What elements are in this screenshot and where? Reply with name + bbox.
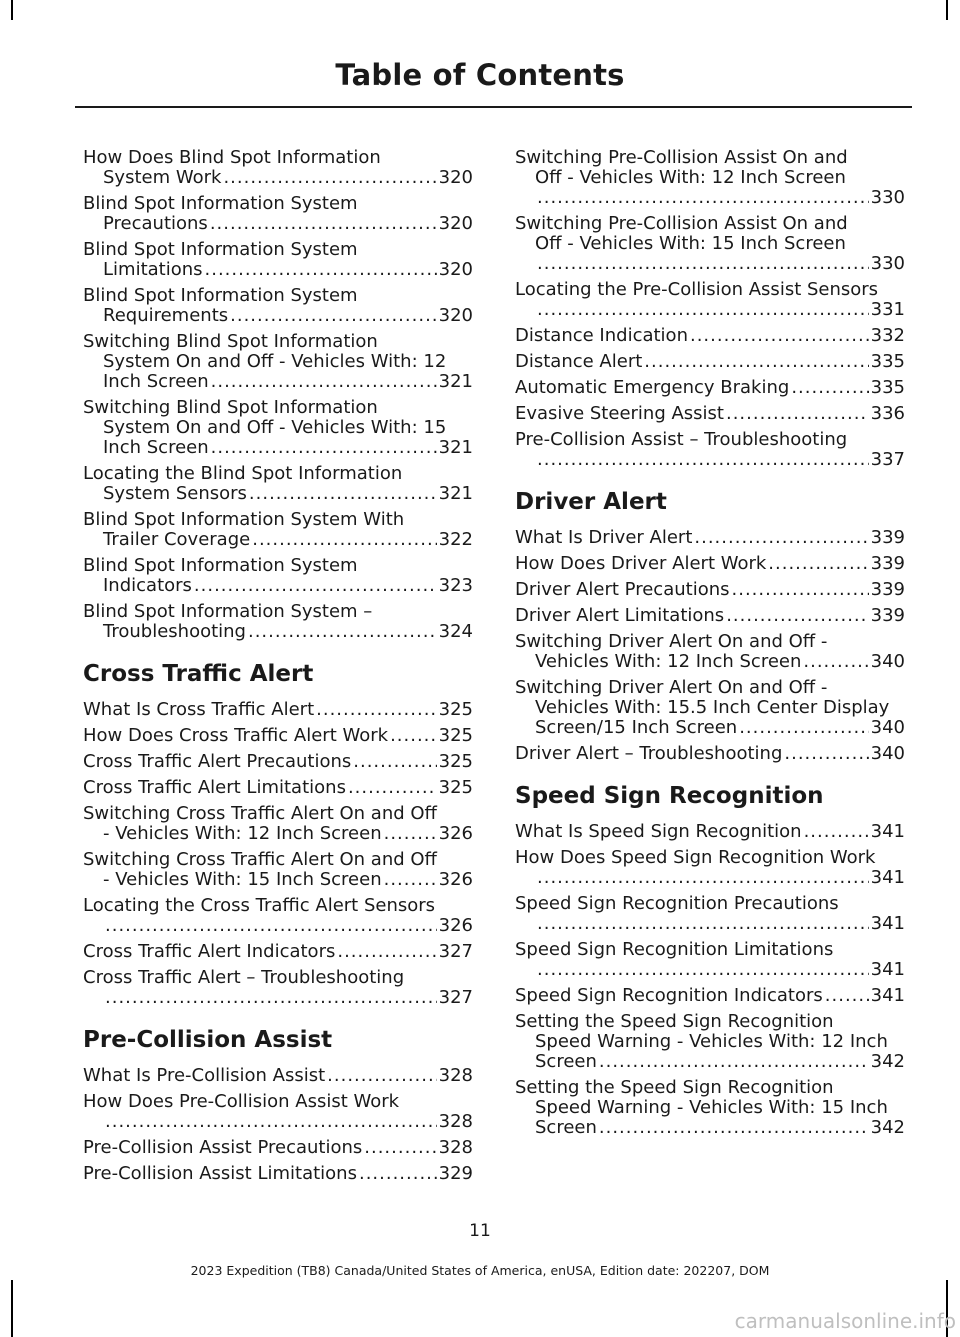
toc-entry-text: How Does Speed Sign Recognition Work bbox=[515, 847, 876, 868]
toc-page-number: 320 bbox=[438, 259, 473, 280]
toc-page-number: 321 bbox=[438, 371, 473, 392]
toc-entry-row bbox=[83, 306, 473, 326]
dot-leader bbox=[211, 372, 437, 392]
toc-entry-text: System On and Off - Vehicles With: 15 bbox=[103, 417, 447, 438]
toc-page-number: 331 bbox=[870, 299, 905, 320]
toc-entry-row bbox=[515, 914, 905, 934]
toc-entry-text: System Sensors bbox=[103, 483, 247, 504]
toc-entry-row bbox=[83, 1138, 473, 1158]
toc-entry-row bbox=[515, 188, 905, 208]
toc-page-number: 325 bbox=[438, 725, 473, 746]
toc-entry[interactable] bbox=[83, 332, 473, 392]
toc-entry-text: Cross Traffic Alert Precautions bbox=[83, 751, 352, 772]
toc-entry-text: Setting the Speed Sign Recognition bbox=[515, 1077, 834, 1098]
toc-entry[interactable] bbox=[515, 554, 905, 574]
dot-leader bbox=[784, 744, 868, 764]
toc-entry[interactable] bbox=[83, 398, 473, 458]
toc-page-number: 320 bbox=[438, 305, 473, 326]
toc-entry-text: Switching Pre-Collision Assist On and bbox=[515, 147, 848, 168]
page-title: Table of Contents bbox=[335, 58, 625, 92]
toc-entry-text: Requirements bbox=[103, 305, 229, 326]
toc-entry-text: Vehicles With: 12 Inch Screen bbox=[535, 651, 802, 672]
toc-entry-text: Blind Spot Information System – bbox=[83, 601, 373, 622]
toc-entry-row bbox=[83, 260, 473, 280]
toc-entry-text: Evasive Steering Assist bbox=[515, 403, 724, 424]
toc-entry[interactable] bbox=[83, 1092, 473, 1132]
toc-page-number: 341 bbox=[870, 821, 905, 842]
dot-leader bbox=[252, 530, 436, 550]
toc-entry-text: Switching Cross Traffic Alert On and Off bbox=[83, 849, 437, 870]
toc-entry[interactable] bbox=[515, 430, 905, 470]
dot-leader bbox=[768, 554, 868, 574]
footer-edition-line: 2023 Expedition (TB8) Canada/United States of America, enUSA, Edition date: 202207, DOM bbox=[190, 1263, 770, 1278]
dot-leader bbox=[791, 378, 868, 398]
dot-leader bbox=[230, 306, 437, 326]
toc-entry-text: Blind Spot Information System bbox=[83, 555, 358, 576]
toc-page-number: 336 bbox=[870, 403, 905, 424]
toc-entry[interactable] bbox=[515, 894, 905, 934]
dot-leader bbox=[825, 986, 869, 1006]
toc-entry[interactable] bbox=[83, 896, 473, 936]
toc-entry-row bbox=[83, 1112, 473, 1132]
toc-entry-text: Driver Alert Limitations bbox=[515, 605, 725, 626]
toc-entry-text: What Is Speed Sign Recognition bbox=[515, 821, 802, 842]
toc-entry[interactable] bbox=[83, 942, 473, 962]
toc-entry[interactable] bbox=[515, 280, 905, 320]
toc-entry-text: What Is Pre-Collision Assist bbox=[83, 1065, 326, 1086]
section-heading: Speed Sign Recognition bbox=[515, 783, 824, 809]
toc-entry-text: What Is Cross Traffic Alert bbox=[83, 699, 315, 720]
watermark: carmanualsonline.info bbox=[734, 1309, 956, 1333]
dot-leader bbox=[194, 576, 437, 596]
dot-leader bbox=[732, 580, 869, 600]
toc-page-number: 321 bbox=[438, 437, 473, 458]
toc-entry[interactable] bbox=[515, 678, 905, 738]
toc-entry-text: Inch Screen bbox=[103, 437, 209, 458]
toc-page-number: 330 bbox=[870, 187, 905, 208]
toc-entry-text: How Does Cross Traffic Alert Work bbox=[83, 725, 389, 746]
toc-entry-text: Precautions bbox=[103, 213, 208, 234]
dot-leader bbox=[211, 438, 437, 458]
toc-entry-text: Distance Indication bbox=[515, 325, 688, 346]
crop-mark-top-right bbox=[946, 0, 948, 20]
dot-leader bbox=[804, 822, 869, 842]
toc-page-number: 339 bbox=[870, 605, 905, 626]
toc-entry-text: Automatic Emergency Braking bbox=[515, 377, 790, 398]
toc-entry-row bbox=[515, 580, 905, 600]
dot-leader bbox=[599, 1118, 869, 1138]
toc-entry-text: Trailer Coverage bbox=[103, 529, 251, 550]
section-heading: Pre-Collision Assist bbox=[83, 1027, 333, 1053]
toc-entry-row bbox=[83, 942, 473, 962]
toc-page-number: 326 bbox=[438, 869, 473, 890]
toc-entry[interactable] bbox=[515, 1012, 905, 1072]
crop-mark-bottom-left bbox=[11, 1280, 13, 1337]
toc-entry-row bbox=[83, 576, 473, 596]
toc-page-number: 325 bbox=[438, 751, 473, 772]
toc-entry-text: Blind Spot Information System bbox=[83, 285, 358, 306]
toc-entry[interactable] bbox=[515, 352, 905, 372]
toc-entry-text: Cross Traffic Alert Indicators bbox=[83, 941, 336, 962]
dot-leader bbox=[803, 652, 868, 672]
toc-entry-row bbox=[515, 378, 905, 398]
dot-leader bbox=[537, 914, 869, 934]
toc-entry-text: What Is Driver Alert bbox=[515, 527, 693, 548]
toc-entry[interactable] bbox=[83, 804, 473, 844]
dot-leader bbox=[384, 824, 437, 844]
toc-entry[interactable] bbox=[515, 606, 905, 626]
toc-entry[interactable] bbox=[515, 326, 905, 346]
toc-entry-text: - Vehicles With: 12 Inch Screen bbox=[103, 823, 382, 844]
toc-entry[interactable] bbox=[515, 528, 905, 548]
dot-leader bbox=[210, 214, 437, 234]
toc-entry-row bbox=[83, 824, 473, 844]
toc-entry[interactable] bbox=[83, 752, 473, 772]
toc-page-number: 340 bbox=[870, 743, 905, 764]
toc-entry-text: System Work bbox=[103, 167, 222, 188]
toc-entry-text: Locating the Blind Spot Information bbox=[83, 463, 403, 484]
dot-leader bbox=[390, 726, 437, 746]
toc-entry-text: Driver Alert – Troubleshooting bbox=[515, 743, 783, 764]
toc-entry-row bbox=[83, 484, 473, 504]
toc-entry-row bbox=[515, 744, 905, 764]
dot-leader bbox=[537, 868, 869, 888]
toc-entry-text: Troubleshooting bbox=[103, 621, 246, 642]
toc-entry-text: Driver Alert Precautions bbox=[515, 579, 730, 600]
toc-entry-text: Switching Driver Alert On and Off - bbox=[515, 677, 828, 698]
toc-entry-text: Blind Spot Information System With bbox=[83, 509, 405, 530]
toc-entry[interactable] bbox=[83, 510, 473, 550]
toc-entry-text: Cross Traffic Alert Limitations bbox=[83, 777, 346, 798]
toc-entry-text: Speed Sign Recognition Limitations bbox=[515, 939, 834, 960]
toc-entry-text: Limitations bbox=[103, 259, 203, 280]
dot-leader bbox=[105, 1112, 437, 1132]
toc-entry[interactable] bbox=[515, 1078, 905, 1138]
dot-leader bbox=[537, 960, 869, 980]
toc-entry-row bbox=[83, 916, 473, 936]
dot-leader bbox=[694, 528, 868, 548]
toc-entry[interactable] bbox=[515, 940, 905, 980]
toc-entry-row bbox=[83, 1164, 473, 1184]
toc-entry-text: Off - Vehicles With: 15 Inch Screen bbox=[535, 233, 846, 254]
toc-entry-text: Switching Blind Spot Information bbox=[83, 331, 378, 352]
toc-page-number: 328 bbox=[438, 1111, 473, 1132]
toc-entry[interactable] bbox=[515, 848, 905, 888]
dot-leader bbox=[599, 1052, 869, 1072]
toc-page-number: 341 bbox=[870, 867, 905, 888]
toc-page-number: 320 bbox=[438, 213, 473, 234]
toc-entry[interactable] bbox=[83, 968, 473, 1008]
toc-page-number: 340 bbox=[870, 651, 905, 672]
toc-entry-text: Indicators bbox=[103, 575, 192, 596]
dot-leader bbox=[644, 352, 868, 372]
toc-entry-row bbox=[515, 822, 905, 842]
toc-entry-row bbox=[83, 530, 473, 550]
dot-leader bbox=[316, 700, 437, 720]
toc-entry[interactable] bbox=[515, 404, 905, 424]
toc-entry[interactable] bbox=[83, 1138, 473, 1158]
toc-entry-text: Distance Alert bbox=[515, 351, 643, 372]
toc-entry-text: System On and Off - Vehicles With: 12 bbox=[103, 351, 447, 372]
toc-entry[interactable] bbox=[83, 700, 473, 720]
toc-page-number: 339 bbox=[870, 527, 905, 548]
toc-entry-row bbox=[83, 778, 473, 798]
toc-entry[interactable] bbox=[83, 1066, 473, 1086]
toc-entry-text: Switching Driver Alert On and Off - bbox=[515, 631, 828, 652]
toc-page-number: 328 bbox=[438, 1065, 473, 1086]
toc-entry-text: Switching Cross Traffic Alert On and Off bbox=[83, 803, 437, 824]
toc-entry-row bbox=[515, 986, 905, 1006]
toc-page-number: 337 bbox=[870, 449, 905, 470]
toc-entry-row bbox=[83, 752, 473, 772]
toc-entry[interactable] bbox=[83, 148, 473, 188]
toc-page-number: 341 bbox=[870, 985, 905, 1006]
dot-leader bbox=[384, 870, 437, 890]
toc-entry-text: Setting the Speed Sign Recognition bbox=[515, 1011, 834, 1032]
dot-leader bbox=[537, 188, 869, 208]
toc-entry-row bbox=[83, 438, 473, 458]
toc-entry-row bbox=[515, 326, 905, 346]
toc-entry[interactable] bbox=[515, 822, 905, 842]
dot-leader bbox=[105, 988, 437, 1008]
toc-entry-row bbox=[515, 404, 905, 424]
dot-leader bbox=[249, 484, 437, 504]
toc-page-number: 325 bbox=[438, 699, 473, 720]
toc-entry-row bbox=[515, 718, 905, 738]
toc-page-number: 322 bbox=[438, 529, 473, 550]
toc-entry[interactable] bbox=[515, 378, 905, 398]
toc-entry-row bbox=[515, 528, 905, 548]
toc-entry-text: Switching Pre-Collision Assist On and bbox=[515, 213, 848, 234]
dot-leader bbox=[348, 778, 437, 798]
toc-entry-text: Vehicles With: 15.5 Inch Center Display bbox=[535, 697, 890, 718]
toc-entry-text: Locating the Pre-Collision Assist Sensors bbox=[515, 279, 879, 300]
toc-page-number: 342 bbox=[870, 1051, 905, 1072]
toc-entry[interactable] bbox=[515, 986, 905, 1006]
toc-entry-text: Pre-Collision Assist – Troubleshooting bbox=[515, 429, 848, 450]
toc-entry-text: Blind Spot Information System bbox=[83, 193, 358, 214]
toc-entry-text: How Does Pre-Collision Assist Work bbox=[83, 1091, 400, 1112]
dot-leader bbox=[327, 1066, 436, 1086]
crop-mark-top-left bbox=[11, 0, 13, 20]
toc-entry-row bbox=[83, 372, 473, 392]
toc-entry-text: How Does Blind Spot Information bbox=[83, 147, 381, 168]
toc-entry-row bbox=[515, 254, 905, 274]
dot-leader bbox=[739, 718, 868, 738]
dot-leader bbox=[105, 916, 437, 936]
toc-page-number: 329 bbox=[438, 1163, 473, 1184]
dot-leader bbox=[364, 1138, 436, 1158]
section-heading: Driver Alert bbox=[515, 489, 667, 515]
toc-entry-row bbox=[515, 960, 905, 980]
toc-entry[interactable] bbox=[83, 240, 473, 280]
toc-page-number: 321 bbox=[438, 483, 473, 504]
toc-page-number: 320 bbox=[438, 167, 473, 188]
toc-entry-text: Speed Warning - Vehicles With: 15 Inch bbox=[535, 1097, 888, 1118]
dot-leader bbox=[359, 1164, 437, 1184]
toc-entry-text: Switching Blind Spot Information bbox=[83, 397, 378, 418]
dot-leader bbox=[690, 326, 869, 346]
dot-leader bbox=[337, 942, 436, 962]
toc-entry-text: - Vehicles With: 15 Inch Screen bbox=[103, 869, 382, 890]
toc-page-number: 326 bbox=[438, 823, 473, 844]
toc-entry[interactable] bbox=[83, 778, 473, 798]
toc-entry-text: Pre-Collision Assist Limitations bbox=[83, 1163, 357, 1184]
toc-entry-text: Off - Vehicles With: 12 Inch Screen bbox=[535, 167, 846, 188]
toc-entry[interactable] bbox=[83, 464, 473, 504]
toc-entry[interactable] bbox=[83, 726, 473, 746]
toc-page-number: 340 bbox=[870, 717, 905, 738]
toc-entry-row bbox=[515, 652, 905, 672]
toc-entry-row bbox=[515, 554, 905, 574]
dot-leader bbox=[353, 752, 436, 772]
toc-entry[interactable] bbox=[515, 214, 905, 274]
toc-entry[interactable] bbox=[515, 580, 905, 600]
toc-entry-text: How Does Driver Alert Work bbox=[515, 553, 767, 574]
toc-entry-row bbox=[83, 1066, 473, 1086]
toc-page-number: 339 bbox=[870, 579, 905, 600]
toc-entry-text: Screen bbox=[535, 1051, 597, 1072]
toc-entry[interactable] bbox=[83, 850, 473, 890]
toc-page-number: 342 bbox=[870, 1117, 905, 1138]
toc-entry-row bbox=[83, 988, 473, 1008]
dot-leader bbox=[537, 300, 869, 320]
toc-page-number: 327 bbox=[438, 987, 473, 1008]
toc-entry[interactable] bbox=[83, 194, 473, 234]
toc-entry-text: Cross Traffic Alert – Troubleshooting bbox=[83, 967, 405, 988]
toc-page-number: 335 bbox=[870, 351, 905, 372]
toc-entry-text: Pre-Collision Assist Precautions bbox=[83, 1137, 363, 1158]
toc-page-number: 325 bbox=[438, 777, 473, 798]
section-heading: Cross Traffic Alert bbox=[83, 661, 314, 687]
toc-entry[interactable] bbox=[83, 286, 473, 326]
toc-entry-row bbox=[515, 352, 905, 372]
toc-entry-row bbox=[515, 300, 905, 320]
toc-page-number: 341 bbox=[870, 913, 905, 934]
toc-entry-row bbox=[515, 606, 905, 626]
toc-entry-text: Locating the Cross Traffic Alert Sensors bbox=[83, 895, 436, 916]
toc-entry-row bbox=[83, 726, 473, 746]
toc-entry[interactable] bbox=[515, 148, 905, 208]
toc-entry-text: Speed Sign Recognition Precautions bbox=[515, 893, 839, 914]
dot-leader bbox=[537, 254, 869, 274]
toc-page-number: 323 bbox=[438, 575, 473, 596]
toc-column-right bbox=[515, 148, 905, 1144]
toc-page-number: 341 bbox=[870, 959, 905, 980]
toc-entry[interactable] bbox=[515, 744, 905, 764]
toc-page-number: 327 bbox=[438, 941, 473, 962]
dot-leader bbox=[726, 606, 868, 626]
toc-entry[interactable] bbox=[83, 556, 473, 596]
toc-page-number: 330 bbox=[870, 253, 905, 274]
toc-entry-row bbox=[83, 168, 473, 188]
page-number: 11 bbox=[469, 1221, 491, 1241]
toc-entry-row bbox=[83, 214, 473, 234]
toc-entry-text: Speed Warning - Vehicles With: 12 Inch bbox=[535, 1031, 888, 1052]
toc-page-number: 332 bbox=[870, 325, 905, 346]
toc-entry-row bbox=[83, 870, 473, 890]
dot-leader bbox=[223, 168, 436, 188]
header-rule bbox=[75, 106, 912, 108]
toc-entry-row bbox=[83, 700, 473, 720]
toc-entry[interactable] bbox=[83, 602, 473, 642]
toc-column-left bbox=[83, 148, 473, 1190]
dot-leader bbox=[537, 450, 869, 470]
toc-entry-row bbox=[83, 622, 473, 642]
dot-leader bbox=[726, 404, 869, 424]
toc-entry-row bbox=[515, 1052, 905, 1072]
toc-page-number: 324 bbox=[438, 621, 473, 642]
toc-entry-row bbox=[515, 868, 905, 888]
toc-entry-text: Speed Sign Recognition Indicators bbox=[515, 985, 823, 1006]
toc-page-number: 328 bbox=[438, 1137, 473, 1158]
toc-page-number: 335 bbox=[870, 377, 905, 398]
dot-leader bbox=[248, 622, 437, 642]
toc-entry-row bbox=[515, 1118, 905, 1138]
toc-page-number: 339 bbox=[870, 553, 905, 574]
toc-entry-text: Screen/15 Inch Screen bbox=[535, 717, 738, 738]
toc-entry-text: Screen bbox=[535, 1117, 597, 1138]
toc-entry-text: Blind Spot Information System bbox=[83, 239, 358, 260]
toc-entry[interactable] bbox=[83, 1164, 473, 1184]
dot-leader bbox=[205, 260, 437, 280]
toc-entry[interactable] bbox=[515, 632, 905, 672]
toc-entry-row bbox=[515, 450, 905, 470]
toc-entry-text: Inch Screen bbox=[103, 371, 209, 392]
toc-page-number: 326 bbox=[438, 915, 473, 936]
